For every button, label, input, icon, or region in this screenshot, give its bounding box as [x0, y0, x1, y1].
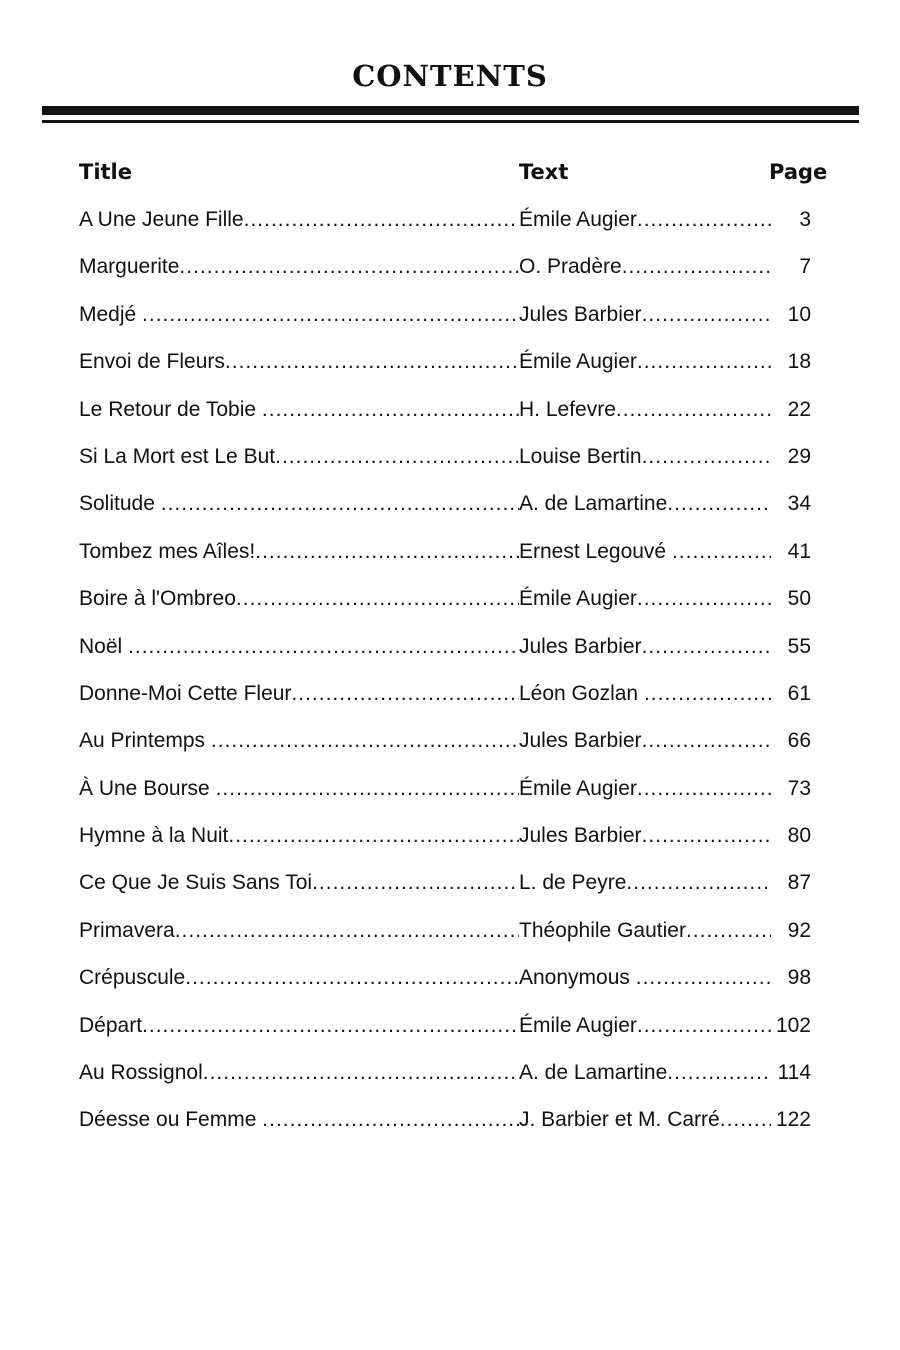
contents-entry: [79, 865, 811, 912]
entry-page: 98: [787, 966, 811, 990]
entry-title: Au Rossignol: [79, 1061, 203, 1085]
entry-title: Solitude: [79, 492, 161, 516]
entry-author: A. de Lamartine: [519, 1061, 668, 1085]
entry-text-leader: [519, 818, 771, 854]
entry-author: L. de Peyre: [519, 871, 627, 895]
entry-title: Envoi de Fleurs: [79, 350, 225, 374]
entry-author: Jules Barbier: [519, 729, 642, 753]
entry-author: Ernest Legouvé: [519, 539, 672, 563]
entry-page: 50: [787, 587, 811, 611]
column-header-page: Page: [769, 160, 828, 184]
entry-author: A. de Lamartine: [519, 492, 668, 516]
entry-title-leader: [79, 486, 519, 522]
heading-rule-thick: [42, 106, 859, 115]
entry-author: Émile Augier: [519, 350, 637, 374]
entry-page: 122: [775, 1108, 811, 1132]
contents-entry: [79, 439, 811, 486]
entry-title-leader: [79, 818, 519, 854]
entry-title-leader: [79, 771, 519, 807]
contents-entry: [79, 1055, 811, 1102]
contents-entry: [79, 534, 811, 581]
entry-author: J. Barbier et M. Carré: [519, 1108, 720, 1132]
entry-author: Émile Augier: [519, 208, 637, 231]
contents-entry: [79, 344, 811, 391]
entry-page: 29: [787, 444, 811, 468]
heading-rule-thin: [42, 120, 859, 123]
entry-text-leader: [519, 1055, 771, 1091]
contents-entry: [79, 818, 811, 865]
page-title: CONTENTS: [352, 59, 548, 93]
contents-entry: [79, 629, 811, 676]
entry-author: Émile Augier: [519, 776, 637, 800]
contents-entry: [79, 297, 811, 344]
entry-text-leader: [519, 581, 771, 617]
entry-title: Boire à l'Ombreo: [79, 587, 236, 611]
entry-title: Tombez mes Aîles!: [79, 539, 256, 563]
entry-title-leader: [79, 1055, 519, 1091]
entry-page: 61: [787, 681, 811, 705]
entry-title: Déesse ou Femme: [79, 1108, 263, 1132]
entry-title-leader: [79, 629, 519, 665]
contents-entry: [79, 392, 811, 439]
entry-title-leader: [79, 297, 519, 333]
entry-page: 3: [799, 208, 811, 231]
contents-entry: [79, 1008, 811, 1055]
entry-title: Marguerite: [79, 255, 180, 279]
entry-title-leader: [79, 960, 519, 996]
entry-title: À Une Bourse: [79, 776, 216, 800]
entry-title: Crépuscule: [79, 966, 186, 990]
entry-text-leader: [519, 439, 771, 475]
contents-entry: [79, 202, 811, 249]
contents-entry: [79, 960, 811, 1007]
entry-page: 92: [787, 918, 811, 942]
entry-text-leader: [519, 249, 771, 285]
entry-title-leader: [79, 1008, 519, 1044]
entry-author: Jules Barbier: [519, 302, 642, 326]
entry-page: 22: [787, 397, 811, 421]
entry-page: 66: [787, 729, 811, 753]
entry-title-leader: [79, 676, 519, 712]
entry-author: Émile Augier: [519, 587, 637, 611]
entry-title-leader: [79, 534, 519, 570]
entry-text-leader: [519, 629, 771, 665]
contents-list: [79, 202, 811, 1150]
entry-page: 80: [787, 824, 811, 848]
entry-text-leader: [519, 486, 771, 522]
entry-title-leader: [79, 439, 519, 475]
entry-title-leader: [79, 913, 519, 949]
entry-page: 102: [775, 1013, 811, 1037]
entry-author: Théophile Gautier: [519, 918, 686, 942]
contents-entry: [79, 676, 811, 723]
entry-author: O. Pradère: [519, 255, 622, 279]
column-header-text: Text: [519, 160, 569, 184]
contents-entry: [79, 581, 811, 628]
entry-page: 73: [787, 776, 811, 800]
entry-title-leader: [79, 202, 519, 238]
entry-title-leader: [79, 392, 519, 428]
entry-text-leader: [519, 202, 771, 238]
entry-page: 18: [787, 350, 811, 374]
entry-text-leader: [519, 913, 771, 949]
entry-page: 10: [787, 302, 811, 326]
entry-title: Si La Mort est Le But: [79, 444, 276, 468]
entry-page: 41: [787, 539, 811, 563]
entry-title-leader: [79, 865, 519, 901]
entry-text-leader: [519, 534, 771, 570]
entry-text-leader: [519, 771, 771, 807]
entry-title-leader: [79, 344, 519, 380]
entry-text-leader: [519, 723, 771, 759]
entry-title: A Une Jeune Fille: [79, 208, 244, 231]
entry-author: Léon Gozlan: [519, 681, 644, 705]
contents-entry: [79, 486, 811, 533]
entry-author: Louise Bertin: [519, 444, 642, 468]
entry-author: Jules Barbier: [519, 634, 642, 658]
contents-entry: [79, 1102, 811, 1149]
entry-author: Émile Augier: [519, 1013, 637, 1037]
entry-author: H. Lefevre: [519, 397, 616, 421]
entry-title: Au Printemps: [79, 729, 211, 753]
entry-text-leader: [519, 344, 771, 380]
entry-text-leader: [519, 865, 771, 901]
entry-text-leader: [519, 1008, 771, 1044]
column-header-title: Title: [79, 160, 133, 184]
entry-page: 114: [777, 1061, 811, 1085]
contents-entry: [79, 913, 811, 960]
entry-text-leader: [519, 960, 771, 996]
entry-title-leader: [79, 723, 519, 759]
entry-title-leader: [79, 249, 519, 285]
entry-title: Ce Que Je Suis Sans Toi: [79, 871, 313, 895]
entry-title: Départ: [79, 1013, 143, 1037]
entry-title-leader: [79, 1102, 519, 1138]
entry-title: Medjé: [79, 302, 143, 326]
entry-text-leader: [519, 297, 771, 333]
contents-entry: [79, 723, 811, 770]
entry-text-leader: [519, 392, 771, 428]
entry-page: 55: [787, 634, 811, 658]
entry-title: Primavera: [79, 918, 175, 942]
entry-page: 87: [787, 871, 811, 895]
entry-author: Jules Barbier: [519, 824, 642, 848]
entry-page: 7: [799, 255, 811, 279]
contents-entry: [79, 249, 811, 296]
contents-entry: [79, 771, 811, 818]
entry-page: 34: [787, 492, 811, 516]
entry-title-leader: [79, 581, 519, 617]
entry-text-leader: [519, 676, 771, 712]
entry-title: Donne-Moi Cette Fleur: [79, 681, 292, 705]
entry-title: Noël: [79, 634, 129, 658]
entry-title: Hymne à la Nuit: [79, 824, 229, 848]
entry-text-leader: [519, 1102, 771, 1138]
entry-author: Anonymous: [519, 966, 636, 990]
entry-title: Le Retour de Tobie: [79, 397, 262, 421]
